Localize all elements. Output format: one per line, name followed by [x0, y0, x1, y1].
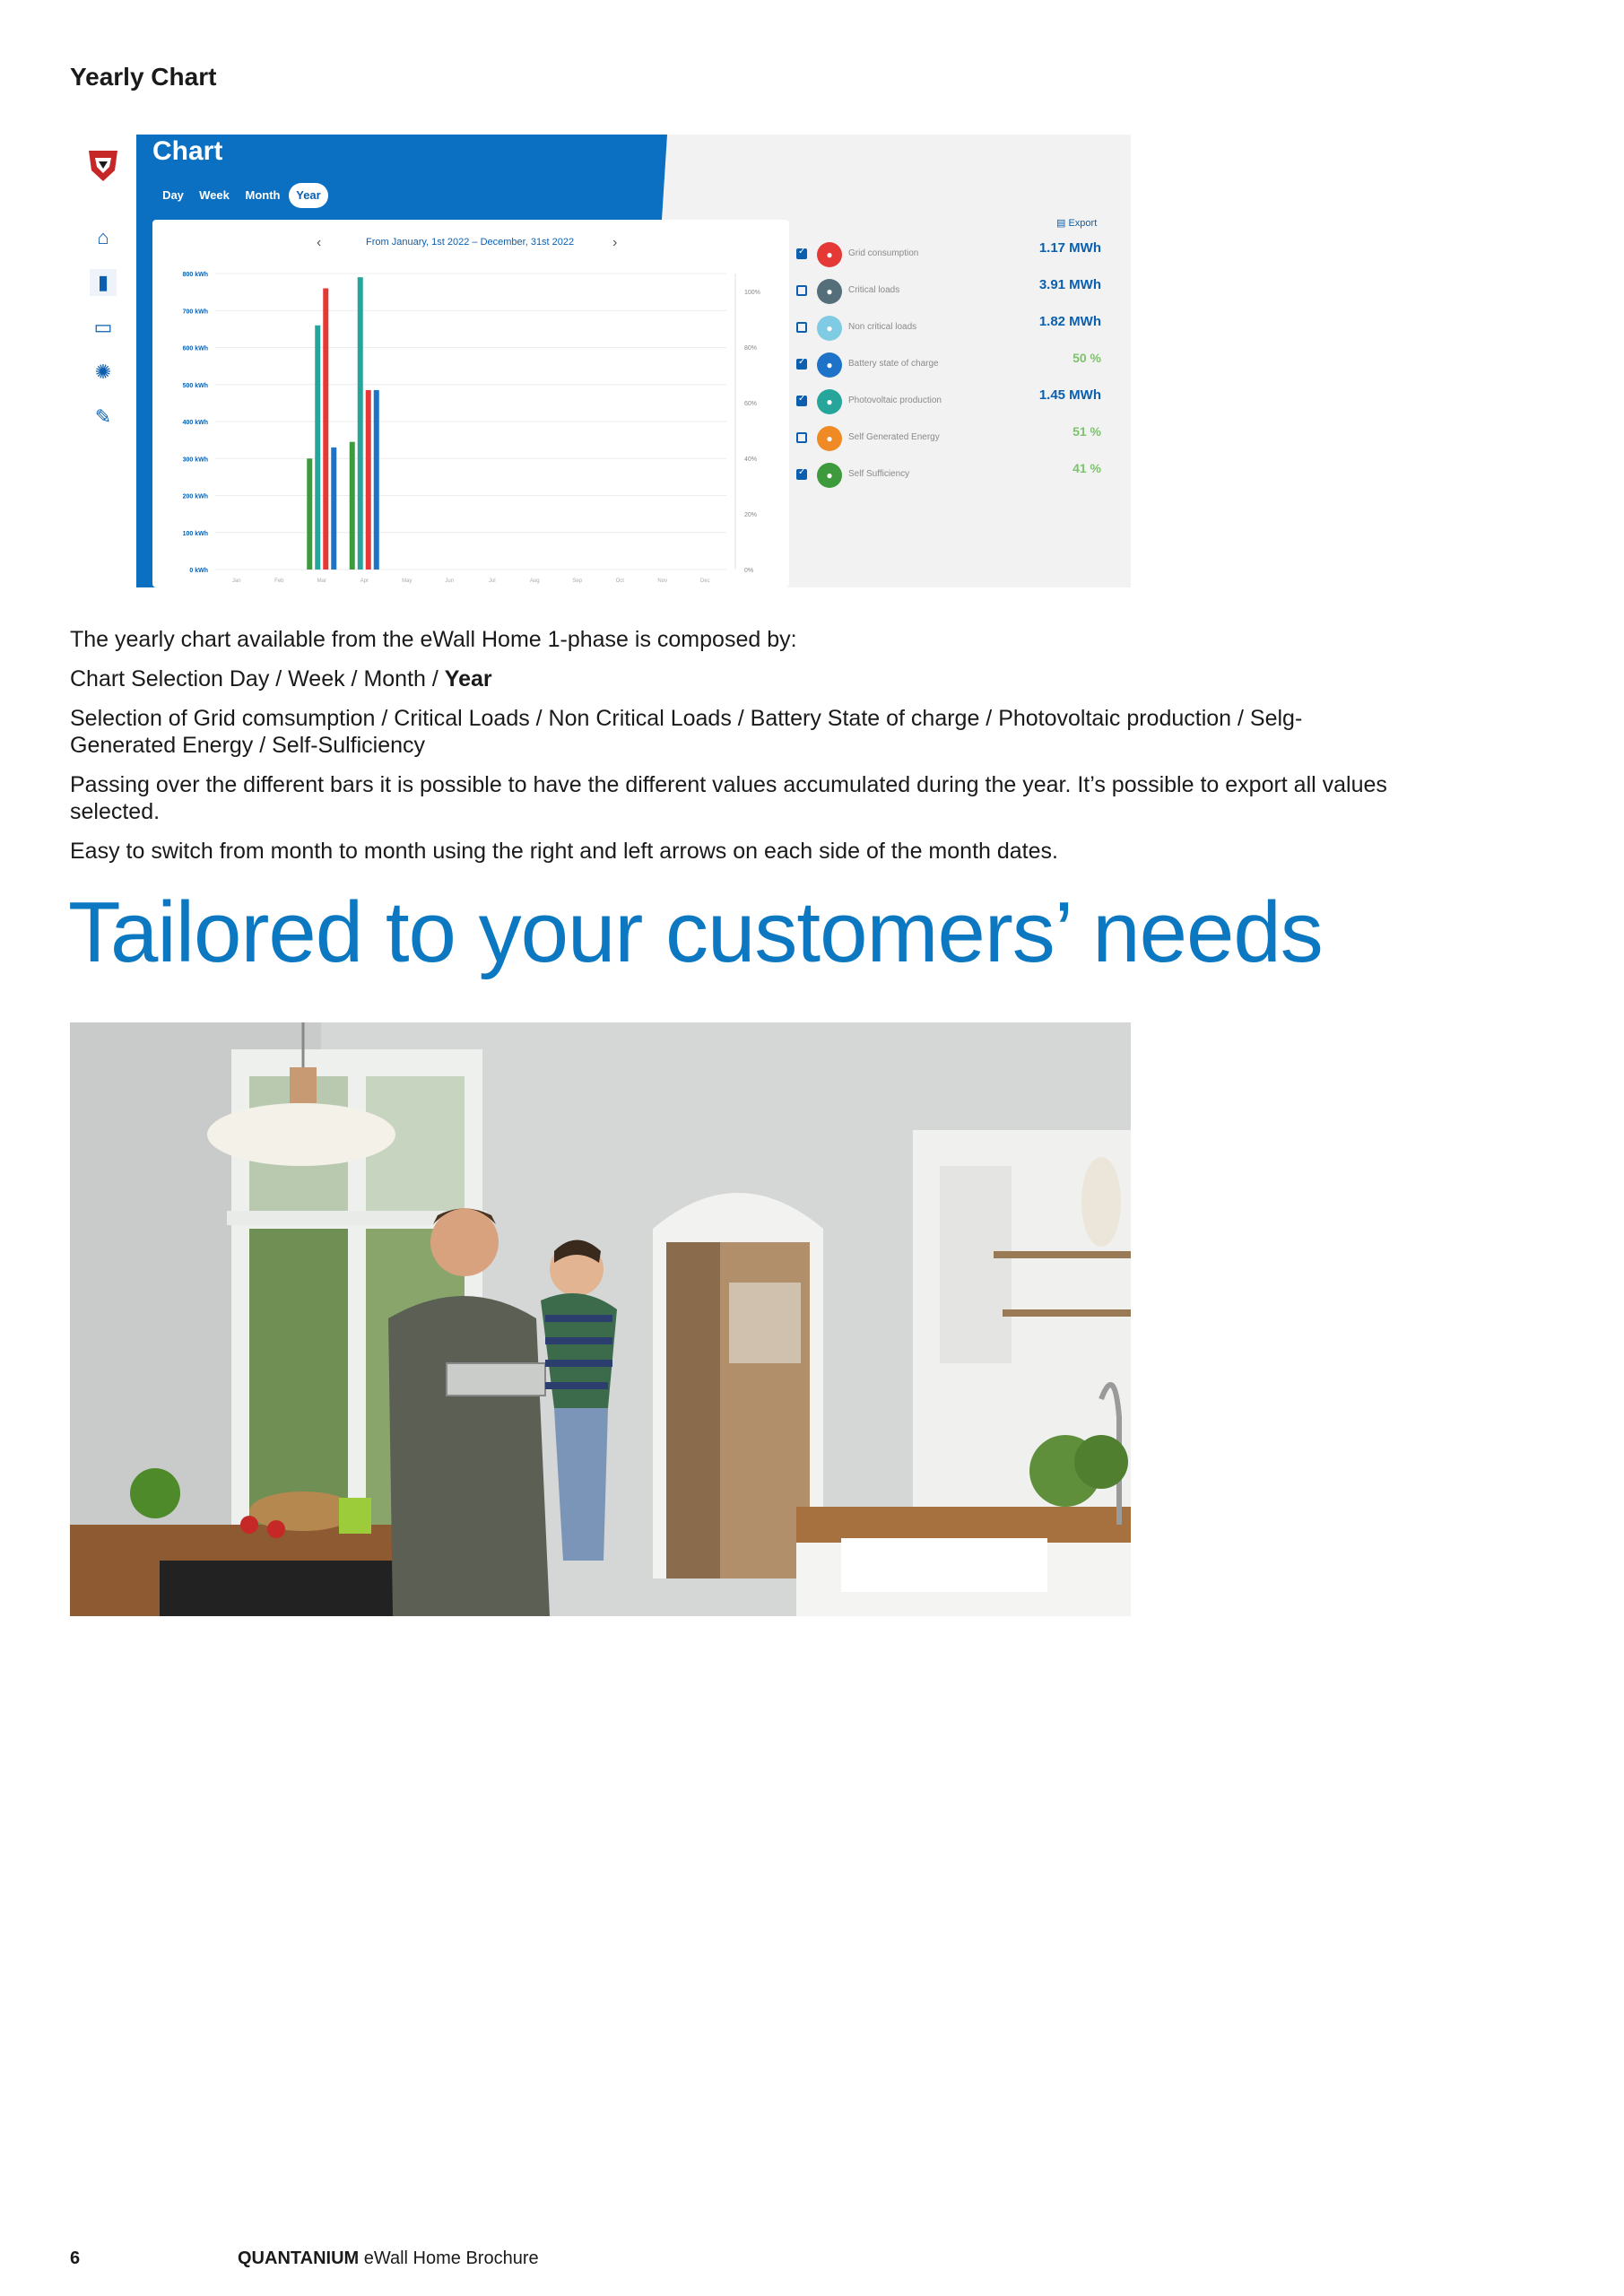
y-tick-label: 0 kWh [189, 568, 208, 574]
legend-label: Self Sufficiency [848, 469, 910, 479]
legend-row[interactable] [796, 461, 1119, 491]
series-checkbox[interactable] [796, 469, 807, 480]
y2-tick-label: 100% [744, 290, 760, 296]
y-tick-label: 400 kWh [182, 420, 208, 426]
tab-year[interactable]: Year [289, 183, 328, 208]
file-icon: ▤ [1056, 218, 1066, 229]
bar [374, 390, 379, 570]
series-checkbox[interactable] [796, 285, 807, 296]
x-tick-label: Nov [657, 578, 668, 584]
y2-tick-label: 20% [744, 512, 758, 518]
legend-row[interactable] [796, 277, 1119, 308]
x-tick-label: Apr [360, 578, 369, 584]
y-tick-label: 700 kWh [182, 309, 208, 316]
legend-row[interactable] [796, 314, 1119, 344]
series-checkbox[interactable] [796, 432, 807, 443]
calendar-icon[interactable]: ▭ [93, 316, 113, 338]
brand-logo-icon [86, 147, 120, 183]
legend-value: 3.91 MWh [1038, 277, 1101, 292]
x-tick-label: Dec [699, 578, 710, 584]
series-checkbox[interactable] [796, 396, 807, 406]
bar [358, 277, 363, 570]
legend-label: Non critical loads [848, 322, 917, 332]
prev-arrow-icon[interactable]: ‹ [317, 235, 322, 250]
legend-value: 41 % [1073, 461, 1101, 475]
series-selection-paragraph: Selection of Grid comsumption / Critical Loads / Non Critical Loads / Battery State of charge / Photovoltaic production / Selg-Generated Energy / Self-Sulficiency [70, 706, 1303, 758]
intro-paragraph: The yearly chart available from the eWall Home 1-phase is composed by: [70, 627, 797, 652]
battery-icon: ● [817, 352, 842, 378]
settings-icon[interactable]: ✺ [94, 361, 112, 383]
x-tick-label: Aug [529, 578, 540, 584]
legend-panel [796, 206, 1131, 587]
critical-icon: ● [817, 279, 842, 304]
app-sidebar [70, 135, 136, 587]
y-tick-label: 300 kWh [182, 457, 208, 464]
app-screenshot [70, 135, 1131, 587]
bar [331, 448, 336, 570]
x-tick-label: Oct [615, 578, 624, 584]
self-gen-icon: ● [817, 426, 842, 451]
page-title: Tailored to your customers’ needs [68, 884, 1323, 980]
x-tick-label: Jul [488, 578, 496, 584]
bar [315, 326, 320, 570]
chart-selection-paragraph: Chart Selection Day / Week / Month / Year [70, 666, 492, 691]
self-suff-icon: ● [817, 463, 842, 488]
chart-card [152, 220, 789, 587]
chart-nav-icon[interactable]: ▮ [90, 269, 117, 296]
y-tick-label: 500 kWh [182, 382, 208, 389]
legend-row[interactable] [796, 351, 1119, 381]
y-tick-label: 100 kWh [182, 530, 208, 537]
legend-value: 51 % [1073, 424, 1101, 439]
tab-month[interactable]: Month [245, 188, 281, 202]
y2-tick-label: 40% [744, 457, 758, 463]
y-tick-label: 600 kWh [182, 345, 208, 352]
legend-value: 1.82 MWh [1038, 314, 1101, 329]
page-number: 6 [70, 2248, 81, 2268]
series-checkbox[interactable] [796, 248, 807, 259]
section-heading: Yearly Chart [70, 63, 217, 91]
home-icon[interactable]: ⌂ [97, 226, 109, 248]
app-title: Chart [152, 136, 223, 166]
bar [323, 289, 328, 570]
bar-chart [152, 220, 789, 587]
y-tick-label: 800 kWh [182, 272, 208, 278]
legend-row[interactable] [796, 240, 1119, 271]
legend-label: Battery state of charge [848, 359, 939, 369]
footer-brand: QUANTANIUM eWall Home Brochure [238, 2248, 539, 2268]
tab-week[interactable]: Week [199, 188, 230, 202]
wrench-icon[interactable]: ✎ [94, 405, 112, 428]
x-tick-label: Jun [445, 578, 455, 584]
y2-tick-label: 0% [744, 568, 754, 574]
x-tick-label: Jan [231, 578, 241, 584]
x-tick-label: Sep [572, 578, 583, 584]
legend-row[interactable] [796, 424, 1119, 455]
legend-label: Photovoltaic production [848, 396, 942, 405]
kitchen-family-photo [70, 1022, 1131, 1616]
bar [366, 390, 371, 570]
tab-day[interactable]: Day [162, 188, 184, 202]
legend-value: 1.17 MWh [1038, 240, 1101, 256]
legend-value: 50 % [1073, 351, 1101, 365]
noncritical-icon: ● [817, 316, 842, 341]
legend-label: Grid consumption [848, 248, 919, 258]
export-button[interactable]: ▤ Export [1056, 218, 1098, 229]
x-tick-label: Feb [274, 578, 284, 584]
y-tick-label: 200 kWh [182, 493, 208, 500]
hover-paragraph: Passing over the different bars it is possible to have the different values accumulated during the year. It’s possible to export all values selected. [70, 772, 1387, 824]
grid-icon: ● [817, 242, 842, 267]
navigation-paragraph: Easy to switch from month to month using the right and left arrows on each side of the month dates. [70, 839, 1058, 864]
solar-icon: ● [817, 389, 842, 414]
date-range[interactable]: From January, 1st 2022 – December, 31st 2022 [366, 237, 575, 248]
series-checkbox[interactable] [796, 359, 807, 370]
x-tick-label: May [402, 578, 413, 584]
y2-tick-label: 60% [744, 401, 758, 407]
legend-row[interactable] [796, 387, 1119, 418]
legend-value: 1.45 MWh [1038, 387, 1101, 403]
x-tick-label: Mar [317, 578, 326, 584]
y2-tick-label: 80% [744, 345, 758, 352]
legend-label: Critical loads [848, 285, 900, 295]
legend-label: Self Generated Energy [848, 432, 940, 442]
bar [350, 442, 355, 570]
bar [307, 458, 312, 570]
series-checkbox[interactable] [796, 322, 807, 333]
next-arrow-icon[interactable]: › [612, 235, 618, 250]
